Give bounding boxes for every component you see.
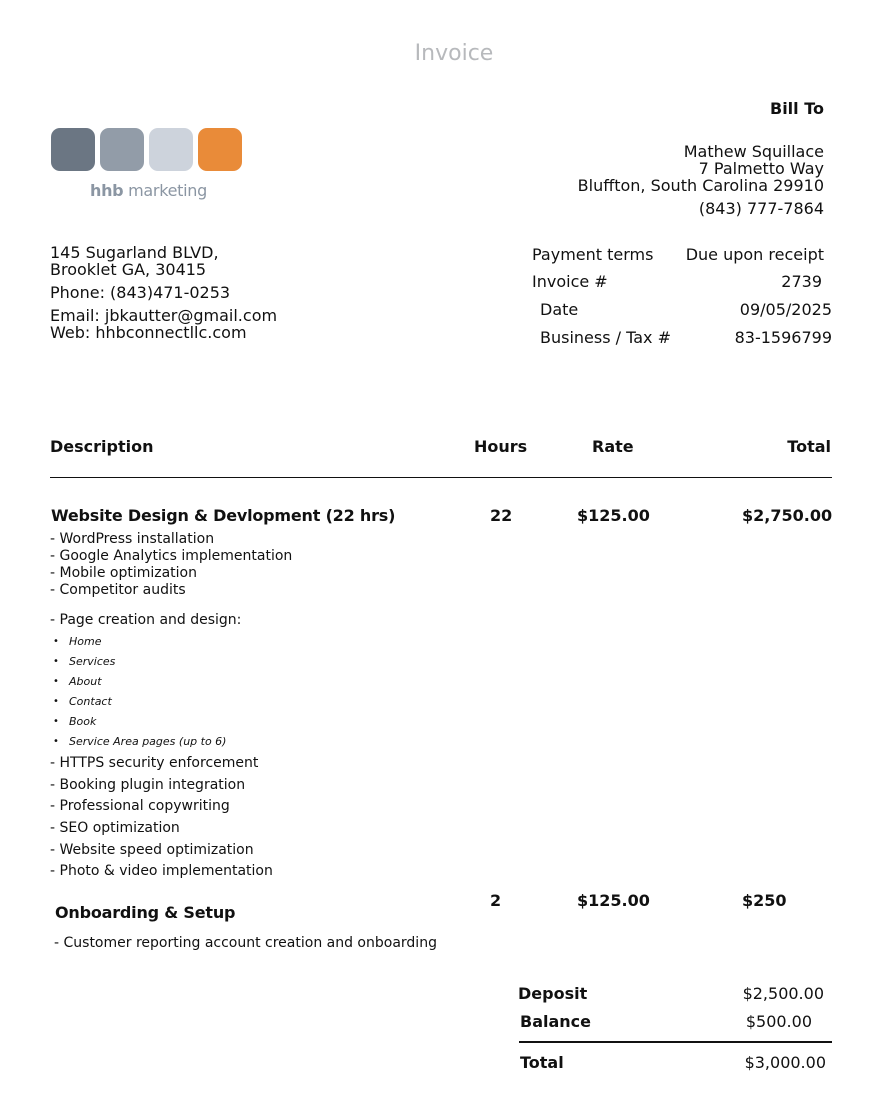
logo-wordmark-rest: marketing xyxy=(123,181,207,200)
from-email: Email: jbkautter@gmail.com xyxy=(50,306,278,325)
bill-to-heading: Bill To xyxy=(770,99,824,118)
page-list-item: Home xyxy=(69,635,102,648)
bullet: • xyxy=(53,636,59,647)
header-hours: Hours xyxy=(474,437,528,456)
company-logo xyxy=(51,128,243,204)
table-header-divider xyxy=(50,477,832,478)
invoice-number-value: 2739 xyxy=(781,272,822,291)
item-2-rate: $125.00 xyxy=(577,891,650,910)
bill-to-name: Mathew Squillace xyxy=(683,142,824,161)
date-label: Date xyxy=(540,300,579,319)
total-divider xyxy=(519,1041,832,1043)
logo-square-dark xyxy=(51,128,95,171)
item-1-line: - WordPress installation xyxy=(50,531,215,547)
item-2-hours: 2 xyxy=(490,891,502,910)
bullet: • xyxy=(53,676,59,687)
item-1-line: - Booking plugin integration xyxy=(50,777,246,793)
bullet: • xyxy=(53,736,59,747)
item-1-line: - Mobile optimization xyxy=(50,565,197,581)
invoice-number-label: Invoice # xyxy=(532,272,608,291)
payment-terms-value: Due upon receipt xyxy=(685,245,824,264)
balance-label: Balance xyxy=(520,1012,591,1031)
bill-to-phone: (843) 777-7864 xyxy=(698,199,824,218)
page-creation-heading: - Page creation and design: xyxy=(50,612,242,628)
item-1-line: - Professional copywriting xyxy=(50,798,230,814)
item-1-line: - SEO optimization xyxy=(50,820,180,836)
invoice-title: Invoice xyxy=(414,41,494,66)
item-2-total: $250 xyxy=(742,891,787,910)
from-city: Brooklet GA, 30415 xyxy=(50,260,207,279)
page-list-item: About xyxy=(69,675,102,688)
item-1-title: Website Design & Devlopment (22 hrs) xyxy=(51,506,396,525)
deposit-label: Deposit xyxy=(518,984,588,1003)
page-list-item: Service Area pages (up to 6) xyxy=(69,735,227,748)
from-phone: Phone: (843)471-0253 xyxy=(50,283,231,302)
total-value: $3,000.00 xyxy=(744,1053,826,1072)
from-street: 145 Sugarland BLVD, xyxy=(50,243,219,262)
page-list-item: Book xyxy=(69,715,97,728)
header-rate: Rate xyxy=(592,437,634,456)
bill-to-street: 7 Palmetto Way xyxy=(698,159,824,178)
page-list-item: Contact xyxy=(69,695,112,708)
item-2-title: Onboarding & Setup xyxy=(55,903,236,922)
logo-wordmark-bold: hhb xyxy=(90,181,124,200)
page-list-item: Services xyxy=(69,655,116,668)
payment-terms-label: Payment terms xyxy=(532,245,654,264)
header-total: Total xyxy=(787,437,831,456)
item-1-line: - HTTPS security enforcement xyxy=(50,755,259,771)
header-description: Description xyxy=(50,437,154,456)
tax-id-label: Business / Tax # xyxy=(540,328,672,347)
from-web: Web: hhbconnectllc.com xyxy=(50,323,247,342)
logo-square-orange xyxy=(198,128,242,171)
item-1-rate: $125.00 xyxy=(577,506,650,525)
bullet: • xyxy=(53,696,59,707)
balance-value: $500.00 xyxy=(745,1012,812,1031)
item-1-line: - Photo & video implementation xyxy=(50,863,273,879)
bullet: • xyxy=(53,656,59,667)
tax-id-value: 83-1596799 xyxy=(734,328,832,347)
total-label: Total xyxy=(520,1053,564,1072)
item-1-hours: 22 xyxy=(490,506,513,525)
item-1-line: - Google Analytics implementation xyxy=(50,548,293,564)
item-2-line: - Customer reporting account creation and onboarding xyxy=(54,935,437,951)
date-value: 09/05/2025 xyxy=(739,300,832,319)
item-1-line: - Website speed optimization xyxy=(50,842,254,858)
logo-square-light xyxy=(149,128,193,171)
deposit-value: $2,500.00 xyxy=(742,984,824,1003)
bullet: • xyxy=(53,716,59,727)
item-1-line: - Competitor audits xyxy=(50,582,186,598)
logo-wordmark xyxy=(90,181,207,200)
item-1-total: $2,750.00 xyxy=(742,506,833,525)
logo-square-mid xyxy=(100,128,144,171)
bill-to-city: Bluffton, South Carolina 29910 xyxy=(577,176,824,195)
